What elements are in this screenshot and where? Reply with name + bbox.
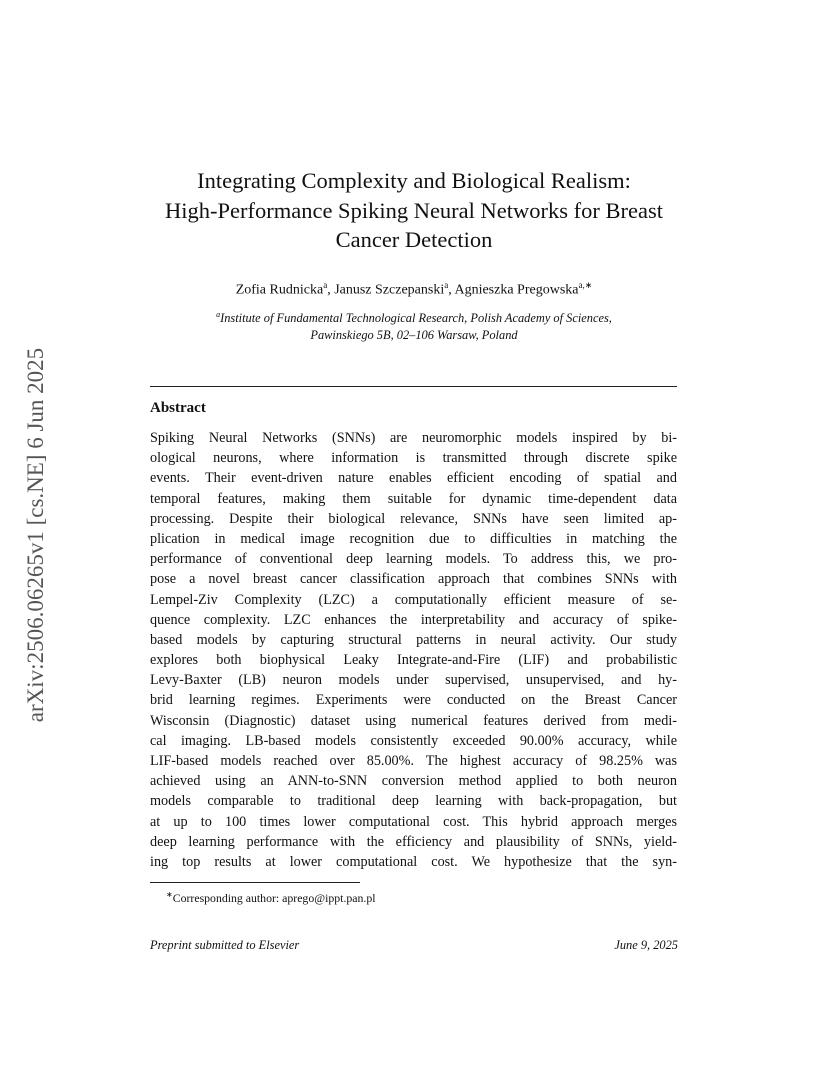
author-mark: a xyxy=(444,280,449,290)
author-mark: a,∗ xyxy=(578,280,593,290)
abstract-heading: Abstract xyxy=(150,400,206,416)
author-mark: a xyxy=(323,280,328,290)
abstract-line: pose a novel breast cancer classification approach that combines SNNs with xyxy=(150,571,677,588)
abstract-line: Spiking Neural Networks (SNNs) are neuromorphic models inspired by bi- xyxy=(150,430,677,446)
footer-preprint-note: Preprint submitted to Elsevier xyxy=(150,938,300,952)
footnote-rule xyxy=(150,882,360,883)
header-rule xyxy=(150,386,677,387)
abstract-line: ological neurons, where information is transmitted through discrete spike xyxy=(150,450,677,467)
title-line: Integrating Complexity and Biological Realism: xyxy=(197,168,631,193)
author-list: Zofia Rudnicka$^a$, Janusz Szczepanski$^a$, Agnieszka Pregowska$^{a,∗}$ xyxy=(235,280,593,298)
footnote-mark: ∗ xyxy=(166,890,173,899)
abstract-line: quence complexity. LZC enhances the interpretability and accuracy of spike- xyxy=(150,611,677,628)
abstract-line: LIF-based models reached over 85.00%. The highest accuracy of 98.25% was xyxy=(150,753,677,769)
abstract-line: cal imaging. LB-based models consistently exceeded 90.00% accuracy, while xyxy=(150,732,677,749)
footnote xyxy=(166,887,376,906)
arxiv-identifier: arXiv:2506.06265v1 [cs.NE] 6 Jun 2025 xyxy=(23,347,48,723)
author-name: Zofia Rudnicka xyxy=(235,282,324,298)
abstract-line: explores both biophysical Leaky Integrate-and-Fire (LIF) and probabilistic xyxy=(150,652,677,669)
abstract-line: Lempel-Ziv Complexity (LZC) a computationally efficient measure of se- xyxy=(150,591,677,608)
abstract-line: based models by capturing structural patterns in neural activity. Our study xyxy=(150,631,677,648)
author-name: Janusz Szczepanski xyxy=(334,282,445,298)
title-line: High-Performance Spiking Neural Networks for Breast xyxy=(165,197,663,223)
arxiv-sidebar xyxy=(16,310,56,760)
abstract-line: Levy-Baxter (LB) neuron models under supervised, unsupervised, and hy- xyxy=(150,672,677,689)
abstract-line: brid learning regimes. Experiments were conducted on the Breast Cancer xyxy=(150,692,677,709)
abstract-line: performance of conventional deep learning models. To address this, we pro- xyxy=(150,551,677,568)
abstract-line: models comparable to traditional deep learning with back-propagation, but xyxy=(150,793,677,810)
affiliation-line: Institute of Fundamental Technological Research, Polish Academy of Sciences, xyxy=(220,311,612,326)
paper-title xyxy=(150,166,678,255)
abstract-line: deep learning performance with the efficiency and plausibility of SNNs, yield- xyxy=(150,833,677,850)
abstract-line: events. Their event-driven nature enables efficient encoding of spatial and xyxy=(150,470,677,487)
abstract-line: plication in medical image recognition due to difficulties in matching the xyxy=(150,530,677,547)
title-line: Cancer Detection xyxy=(335,227,493,252)
footnote-text: Corresponding author: aprego@ippt.pan.pl xyxy=(172,890,376,905)
abstract-line: Wisconsin (Diagnostic) dataset using numerical features derived from medi- xyxy=(150,712,677,729)
abstract-line: temporal features, making them suitable for dynamic time-dependent data xyxy=(150,490,677,507)
abstract-body xyxy=(150,428,677,872)
abstract-line: achieved using an ANN-to-SNN conversion method applied to both neuron xyxy=(150,773,677,790)
abstract-line: ing top results at lower computational cost. We hypothesize that the syn- xyxy=(150,853,677,870)
footer-date: June 9, 2025 xyxy=(614,938,678,952)
affiliation-line: Pawinskiego 5B, 02–106 Warsaw, Poland xyxy=(310,328,518,343)
abstract-line: processing. Despite their biological relevance, SNNs have seen limited ap- xyxy=(150,510,677,527)
author-name: Agnieszka Pregowska xyxy=(454,282,579,298)
abstract-line: at up to 100 times lower computational cost. This hybrid approach merges xyxy=(150,813,677,830)
affiliation xyxy=(150,306,678,344)
affiliation-mark: a xyxy=(216,310,221,319)
